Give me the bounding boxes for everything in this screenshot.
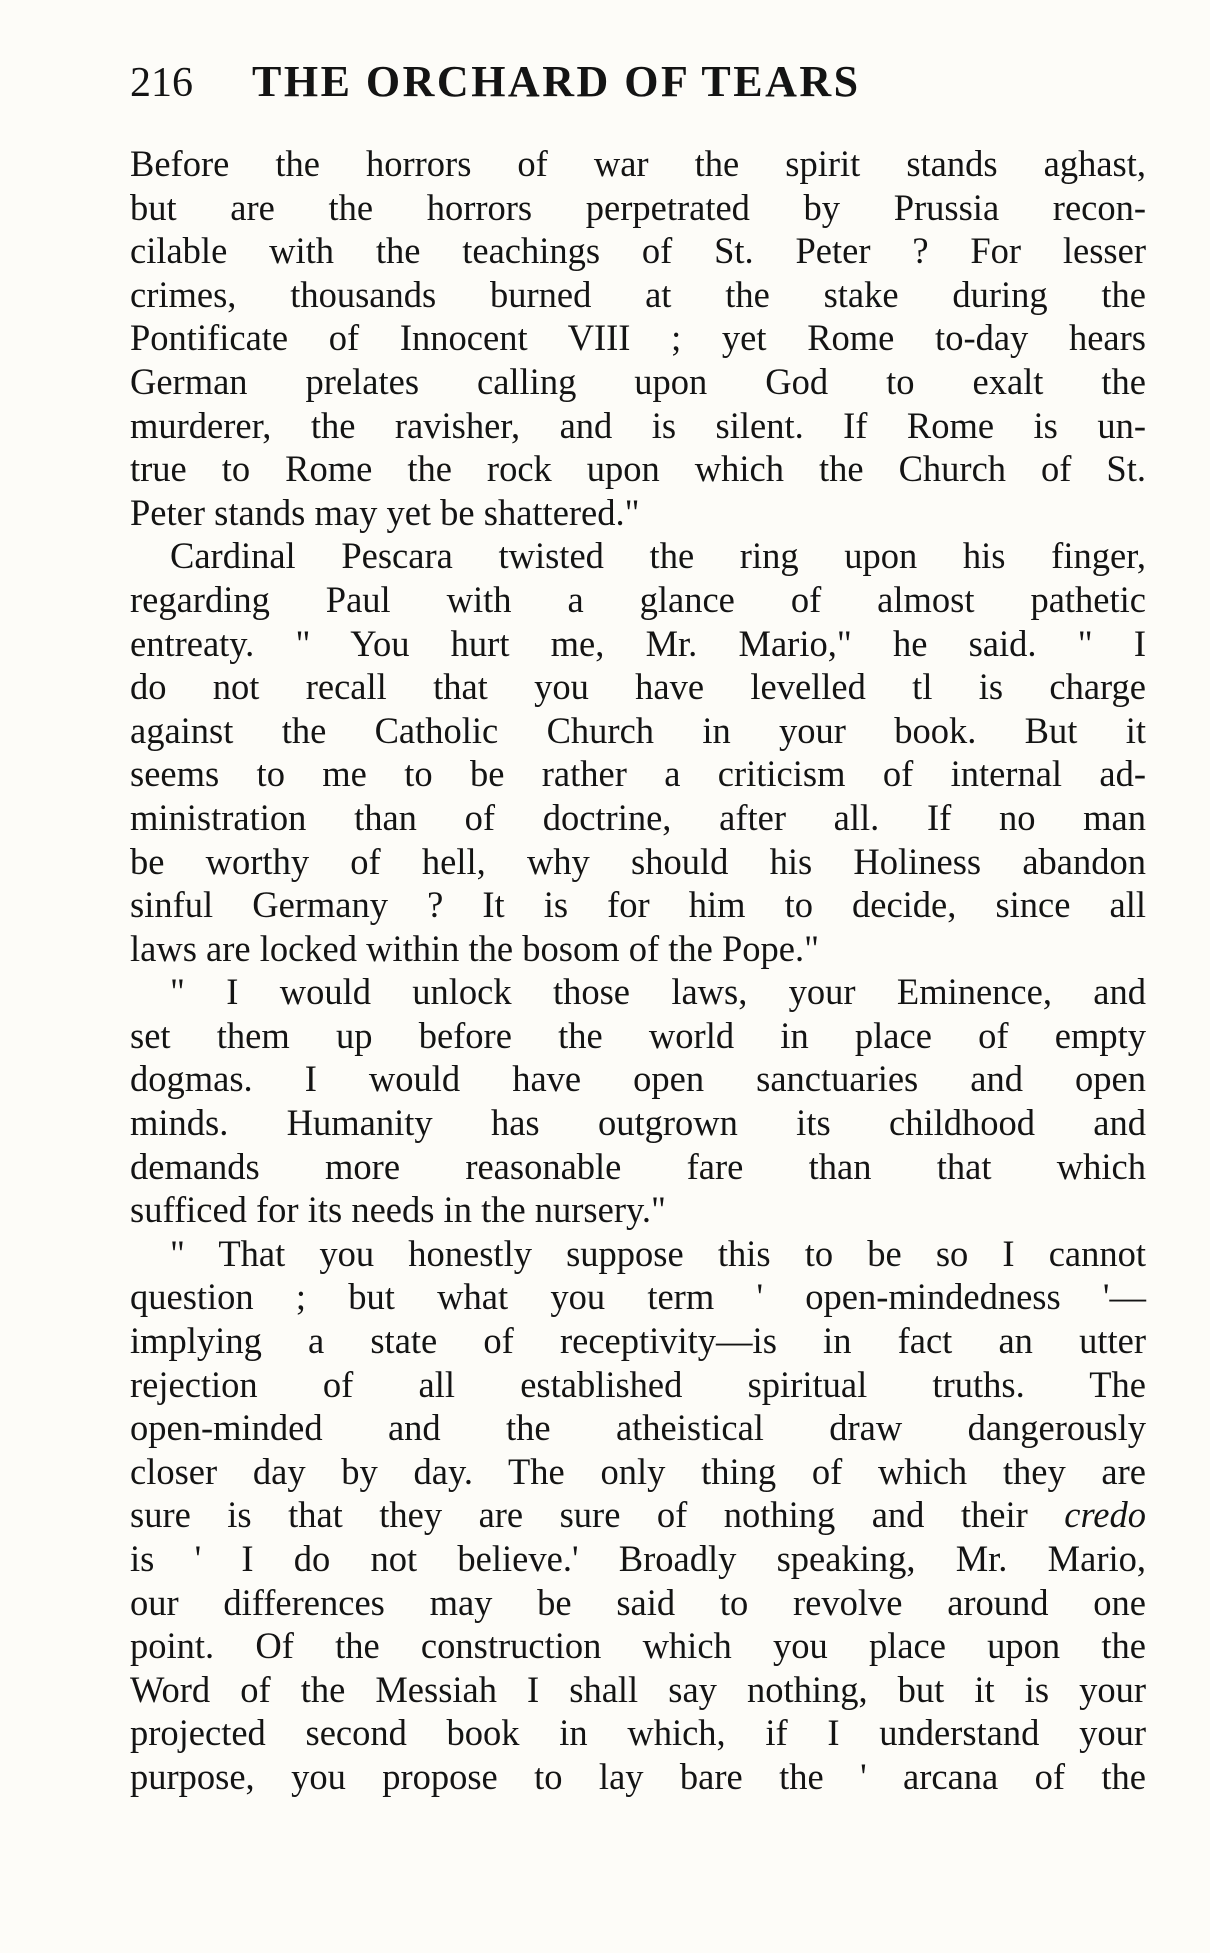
text-line: but are the horrors perpetrated by Prussia recon- (130, 186, 1146, 228)
text-line: Before the horrors of war the spirit stands aghast, (130, 143, 1146, 184)
text-line: Peter stands may yet be shattered." (130, 491, 640, 533)
text-fragment: sure is that they are sure of nothing and their (130, 1494, 1028, 1536)
italic-word-credo: credo (1064, 1494, 1147, 1536)
text-line: dogmas. I would have open sanctuaries and open (130, 1058, 1146, 1100)
text-line: our differences may be said to revolve around one (130, 1581, 1146, 1623)
text-line: " That you honestly suppose this to be so I cannot (170, 1232, 1146, 1274)
text-line: projected second book in which, if I understand your (130, 1712, 1146, 1754)
page-number: 216 (130, 60, 193, 106)
text-line: demands more reasonable fare than that which (130, 1145, 1146, 1187)
page-header (130, 56, 1150, 120)
text-line: against the Catholic Church in your book. But it (130, 709, 1146, 751)
text-line: Pontificate of Innocent VIII ; yet Rome to-day hears (130, 317, 1146, 359)
text-line: purpose, you propose to lay bare the ' arcana of the (130, 1755, 1146, 1797)
text-line: murderer, the ravisher, and is silent. If Rome is un- (130, 404, 1146, 446)
text-line: do not recall that you have levelled tl is charge (130, 666, 1146, 708)
running-title: THE ORCHARD OF TEARS (252, 57, 861, 106)
text-line: German prelates calling upon God to exalt the (130, 360, 1146, 402)
text-line: is ' I do not believe.' Broadly speaking, Mr. Mario, (130, 1538, 1146, 1579)
body-text (130, 142, 1146, 1799)
text-line: true to Rome the rock upon which the Church of St. (130, 448, 1146, 490)
text-line (130, 1493, 1146, 1537)
text-line: seems to me to be rather a criticism of internal ad- (130, 753, 1146, 795)
text-line: closer day by day. The only thing of which they are (130, 1450, 1146, 1492)
text-line: implying a state of receptivity—is in fact an utter (130, 1320, 1146, 1362)
text-line: laws are locked within the bosom of the Pope." (130, 927, 819, 969)
text-line: be worthy of hell, why should his Holiness abandon (130, 840, 1146, 882)
text-line: open-minded and the atheistical draw dangerously (130, 1407, 1146, 1449)
text-line: minds. Humanity has outgrown its childhood and (130, 1102, 1146, 1144)
text-line: question ; but what you term ' open-mindedness '— (130, 1276, 1146, 1318)
text-line: rejection of all established spiritual truths. The (130, 1363, 1146, 1405)
text-line: " I would unlock those laws, your Eminence, and (170, 971, 1146, 1013)
text-line: Word of the Messiah I shall say nothing, but it is your (130, 1668, 1146, 1710)
text-line: set them up before the world in place of empty (130, 1014, 1146, 1056)
text-line: crimes, thousands burned at the stake during the (130, 273, 1146, 315)
text-line: sinful Germany ? It is for him to decide, since all (130, 884, 1146, 926)
text-line: sufficed for its needs in the nursery." (130, 1189, 666, 1231)
text-line: point. Of the construction which you place upon the (130, 1625, 1146, 1667)
text-line: cilable with the teachings of St. Peter ? For lesser (130, 230, 1146, 272)
text-line: ministration than of doctrine, after all. If no man (130, 796, 1146, 838)
text-line: regarding Paul with a glance of almost pathetic (130, 578, 1146, 620)
text-line: Cardinal Pescara twisted the ring upon his finger, (170, 535, 1146, 577)
text-line: entreaty. " You hurt me, Mr. Mario," he said. " I (130, 622, 1146, 664)
